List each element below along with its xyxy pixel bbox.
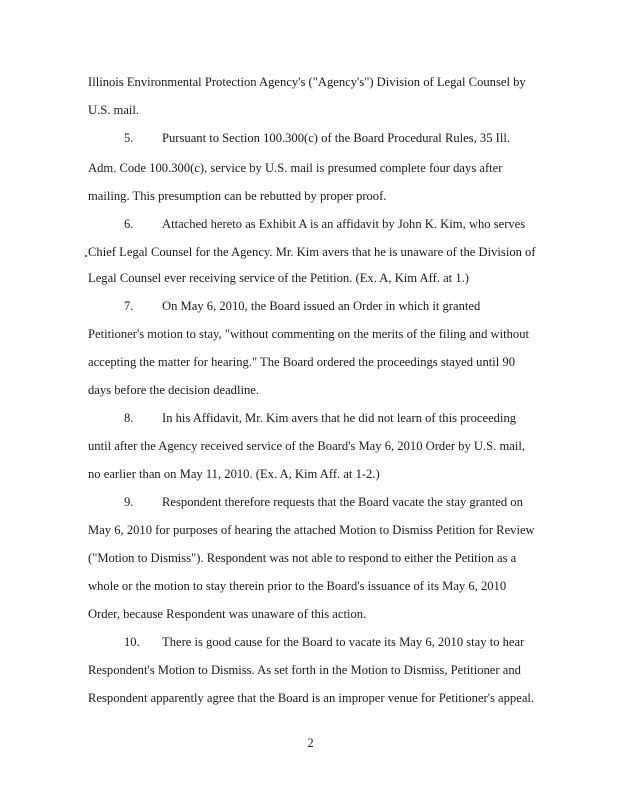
paragraph-text: There is good cause for the Board to vacate its May 6, 2010 stay to hear <box>162 635 525 649</box>
paragraph-number: 10. <box>124 635 140 649</box>
paragraph-text: no earlier than on May 11, 2010. (Ex. A, Kim Aff. at 1-2.) <box>88 467 380 481</box>
paragraph-text: Order, because Respondent was unaware of this action. <box>88 607 367 621</box>
paragraph-text: Petitioner's motion to stay, "without commenting on the merits of the filing and without <box>88 327 530 341</box>
paragraph-text: Chief Legal Counsel for the Agency. Mr. Kim avers that he is unaware of the Division of <box>88 245 536 259</box>
paragraph-text: Respondent's Motion to Dismiss. As set forth in the Motion to Dismiss, Petitioner and <box>88 663 521 677</box>
paragraph-text: whole or the motion to stay therein prior to the Board's issuance of its May 6, 2010 <box>88 579 507 593</box>
paragraph-text: Adm. Code 100.300(c), service by U.S. mail is presumed complete four days after <box>88 161 503 175</box>
paragraph-text: Attached hereto as Exhibit A is an affidavit by John K. Kim, who serves <box>162 217 526 231</box>
paragraph-text: On May 6, 2010, the Board issued an Order in which it granted <box>162 299 481 313</box>
paragraph-text: Pursuant to Section 100.300(c) of the Board Procedural Rules, 35 Ill. <box>162 131 511 145</box>
text-line: Illinois Environmental Protection Agency's ("Agency's") Division of Legal Counsel by <box>88 75 526 89</box>
paragraph-number: 7. <box>124 299 134 313</box>
text-line: U.S. mail. <box>88 103 140 117</box>
paragraph-number: 5. <box>124 131 134 145</box>
paragraph-text: days before the decision deadline. <box>88 383 259 397</box>
paragraph-text: until after the Agency received service of the Board's May 6, 2010 Order by U.S. mail, <box>88 439 525 453</box>
paragraph-text: May 6, 2010 for purposes of hearing the attached Motion to Dismiss Petition for Review <box>88 523 535 537</box>
paragraph-text: Respondent therefore requests that the Board vacate the stay granted on <box>162 495 523 509</box>
paragraph-text: accepting the matter for hearing." The Board ordered the proceedings stayed until 90 <box>88 355 515 369</box>
paragraph-number: 9. <box>124 495 134 509</box>
paragraph-number: 8. <box>124 411 134 425</box>
paragraph-number: 6. <box>124 217 134 231</box>
paragraph-text: mailing. This presumption can be rebutted by proper proof. <box>88 189 387 203</box>
paragraph-text: In his Affidavit, Mr. Kim avers that he did not learn of this proceeding <box>162 411 517 425</box>
page-number: 2 <box>307 736 314 750</box>
paragraph-text: ("Motion to Dismiss"). Respondent was not able to respond to either the Petition as a <box>88 551 517 565</box>
scan-speck <box>85 255 87 257</box>
paragraph-text: Respondent apparently agree that the Board is an improper venue for Petitioner's appeal. <box>88 691 535 705</box>
paragraph-text: Legal Counsel ever receiving service of the Petition. (Ex. A, Kim Aff. at 1.) <box>88 271 469 285</box>
